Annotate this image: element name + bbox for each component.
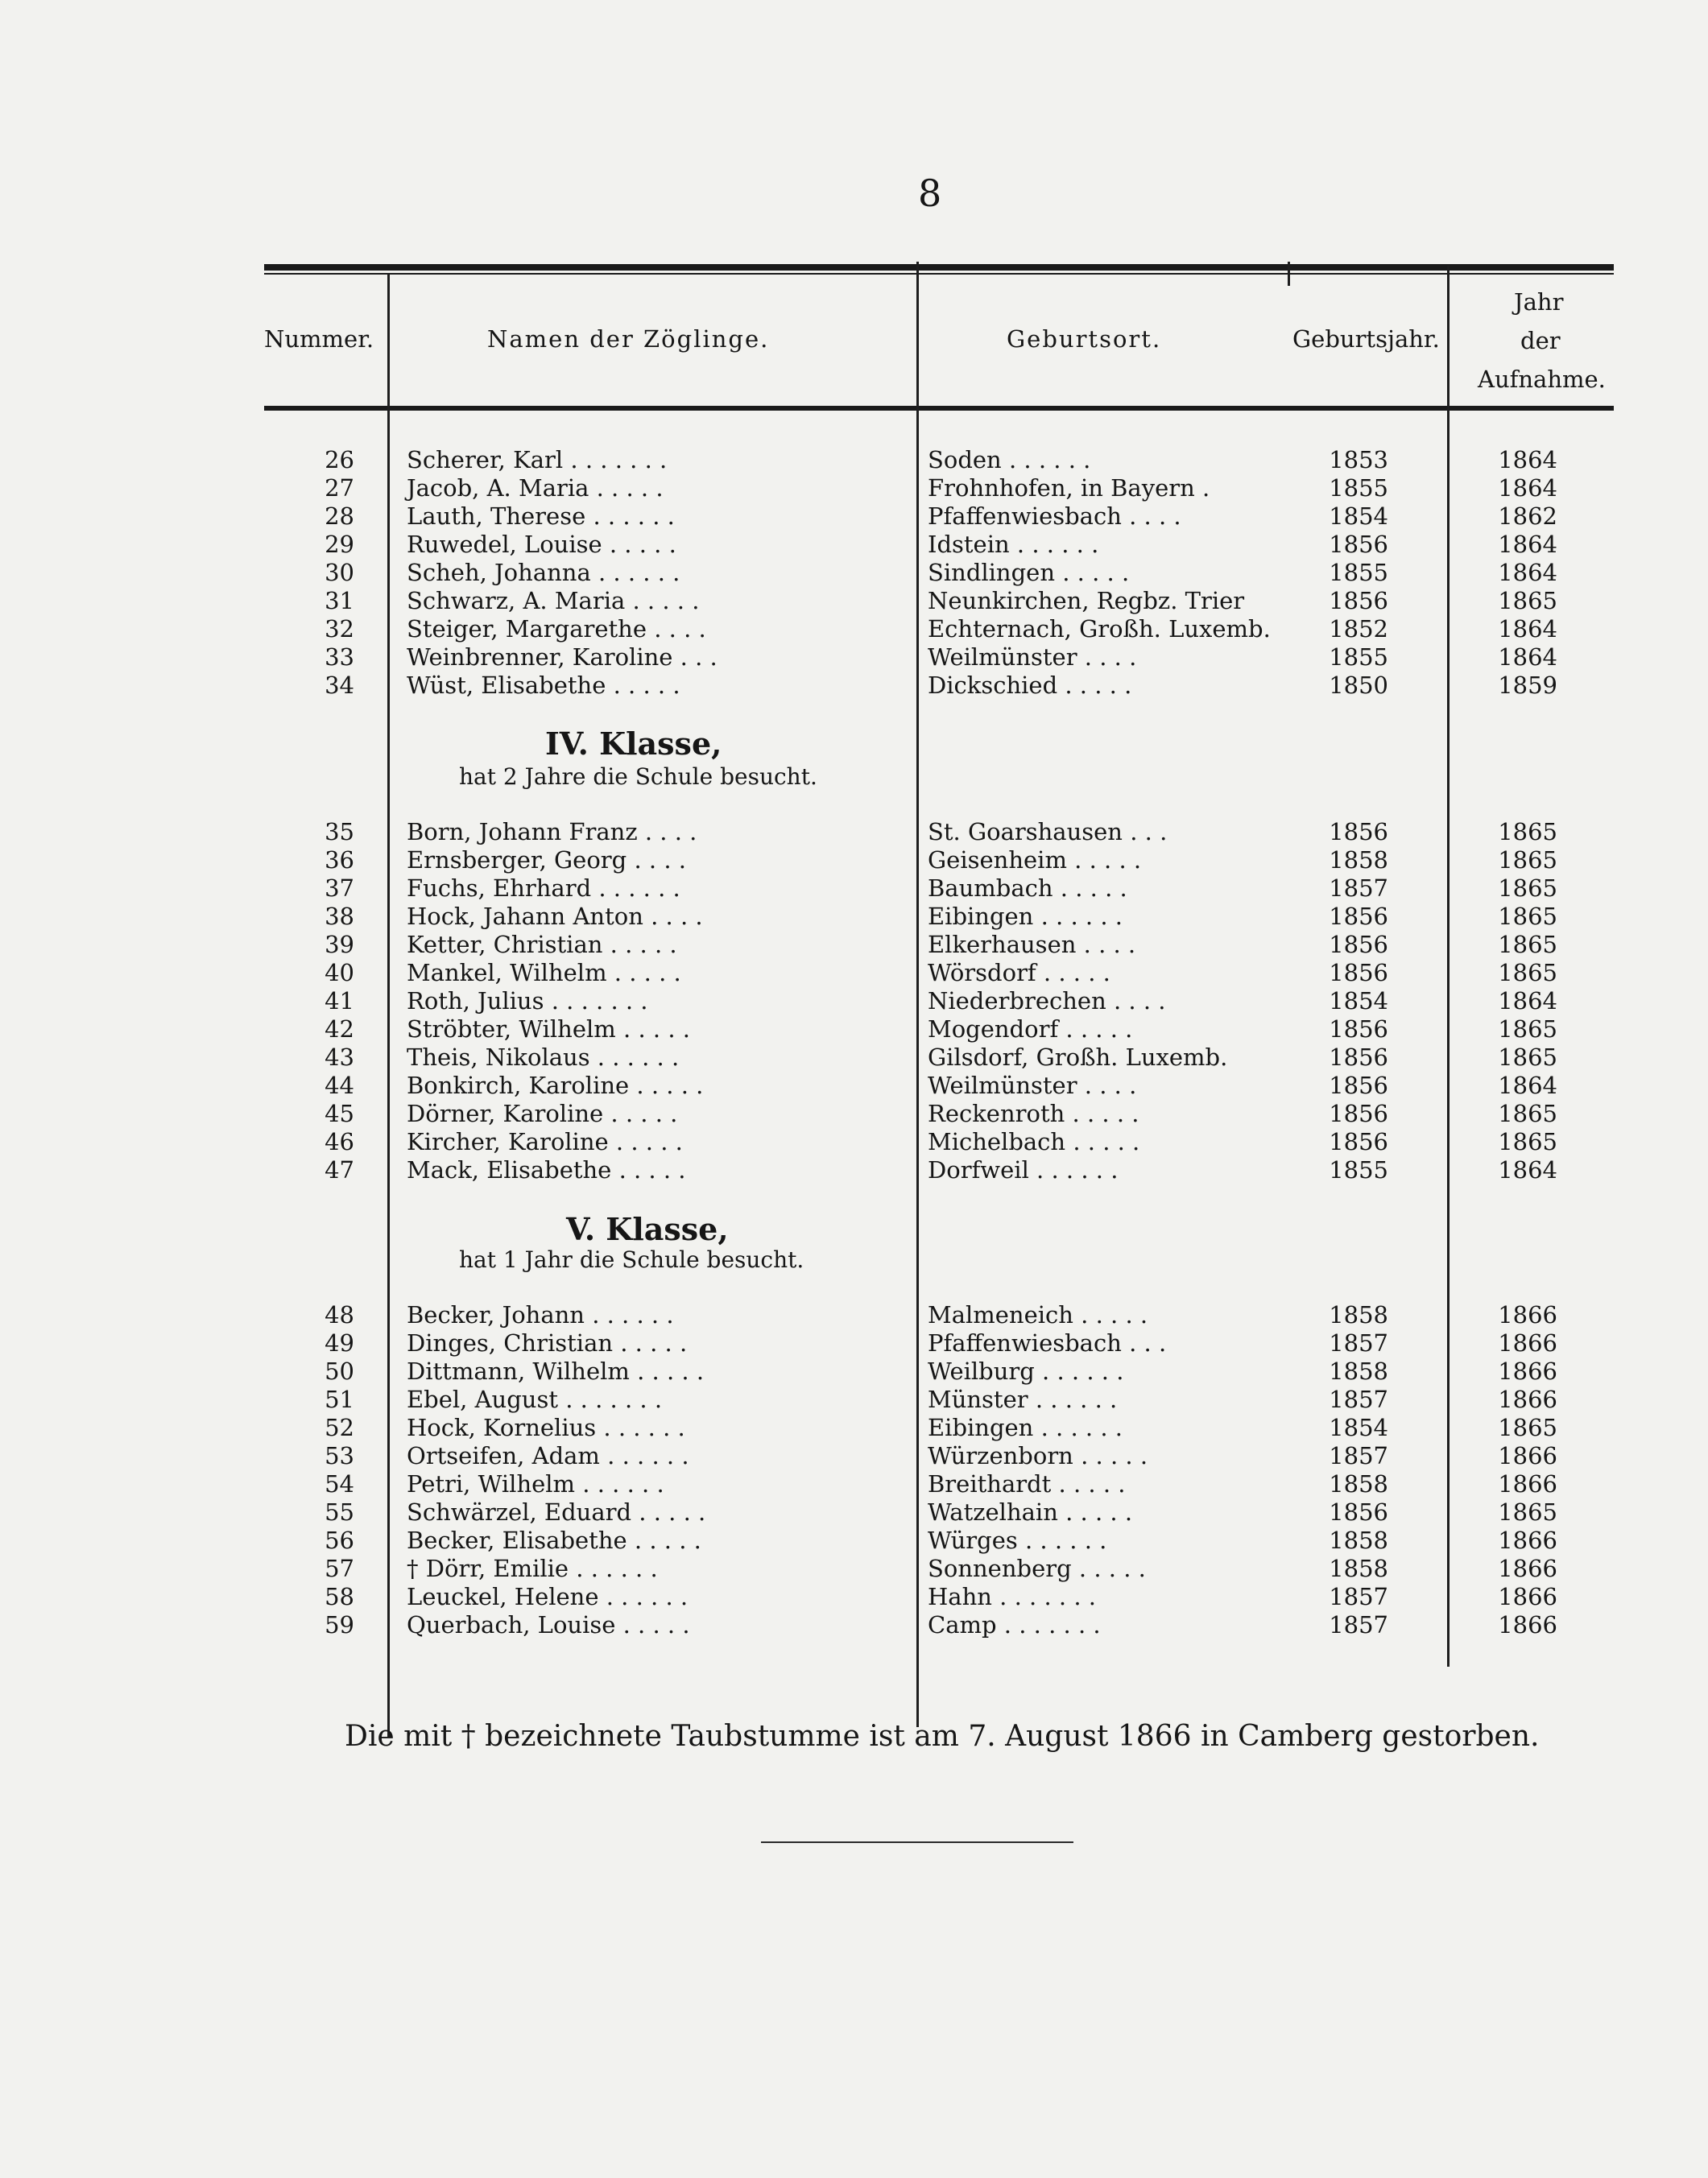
header-namen: Namen der Zöglinge. (487, 325, 770, 353)
table-row: 48 Becker, Johann . . . . . . Malmeneich . . . . . 1858 1866 (325, 1301, 1557, 1329)
header-jahr: Jahr (1514, 288, 1564, 316)
header-geburtsjahr: Geburtsjahr. (1292, 325, 1440, 353)
table-row: 32 Steiger, Margarethe . . . . Echternach, Großh. Luxemb. 1852 1864 (325, 615, 1557, 643)
table-row: 33 Weinbrenner, Karoline . . . Weilmünster . . . . 1855 1864 (325, 643, 1557, 671)
table-row: 57 † Dörr, Emilie . . . . . . Sonnenberg . . . . . 1858 1866 (325, 1555, 1557, 1582)
table-row: 40 Mankel, Wilhelm . . . . . Wörsdorf . . . . . 1856 1865 (325, 959, 1557, 986)
klasse-v-subtitle: hat 1 Jahr die Schule besucht. (459, 1246, 804, 1273)
footnote: Die mit † bezeichnete Taubstumme ist am 7. August 1866 in Camberg gestorben. (345, 1720, 1540, 1753)
table-row: 52 Hock, Kornelius . . . . . . Eibingen . . . . . . 1854 1865 (325, 1414, 1557, 1441)
table-row: 53 Ortseifen, Adam . . . . . . Würzenborn . . . . . 1857 1866 (325, 1442, 1557, 1469)
header-geburtsort: Geburtsort. (1007, 325, 1162, 353)
table-row: 42 Ströbter, Wilhelm . . . . . Mogendorf . . . . . 1856 1865 (325, 1015, 1557, 1043)
page-number: 8 (918, 172, 942, 215)
table-row: 38 Hock, Jahann Anton . . . . Eibingen . . . . . . 1856 1865 (325, 903, 1557, 930)
header-top-rule (264, 264, 1614, 271)
header-nummer: Nummer. (264, 325, 374, 353)
table-row: 55 Schwärzel, Eduard . . . . . Watzelhain . . . . . 1856 1865 (325, 1498, 1557, 1526)
table-row: 43 Theis, Nikolaus . . . . . . Gilsdorf, Großh. Luxemb. 1856 1865 (325, 1044, 1557, 1071)
table-row: 30 Scheh, Johanna . . . . . . Sindlingen . . . . . 1855 1864 (325, 559, 1557, 586)
klasse-iv-title: IV. Klasse, (545, 725, 722, 762)
table-row: 39 Ketter, Christian . . . . . Elkerhausen . . . . 1856 1865 (325, 931, 1557, 958)
table-row: 51 Ebel, August . . . . . . . Münster . . . . . . 1857 1866 (325, 1386, 1557, 1413)
table-row: 47 Mack, Elisabethe . . . . . Dorfweil . . . . . . 1855 1864 (325, 1156, 1557, 1184)
table-row: 45 Dörner, Karoline . . . . . Reckenroth . . . . . 1856 1865 (325, 1100, 1557, 1127)
table-row: 49 Dinges, Christian . . . . . Pfaffenwiesbach . . . 1857 1866 (325, 1329, 1557, 1357)
column-divider-place (1288, 262, 1290, 286)
table-row: 28 Lauth, Therese . . . . . . Pfaffenwiesbach . . . . 1854 1862 (325, 502, 1557, 530)
header-top-rule-thin (264, 273, 1614, 275)
table-row: 59 Querbach, Louise . . . . . Camp . . . . . . . 1857 1866 (325, 1611, 1557, 1639)
table-row: 50 Dittmann, Wilhelm . . . . . Weilburg . . . . . . 1858 1866 (325, 1358, 1557, 1385)
table-row: 41 Roth, Julius . . . . . . . Niederbrechen . . . . 1854 1864 (325, 987, 1557, 1015)
table-row: 31 Schwarz, A. Maria . . . . . Neunkirchen, Regbz. Trier 1856 1865 (325, 587, 1557, 614)
table-row: 44 Bonkirch, Karoline . . . . . Weilmünster . . . . 1856 1864 (325, 1072, 1557, 1099)
table-row: 36 Ernsberger, Georg . . . . Geisenheim . . . . . 1858 1865 (325, 846, 1557, 874)
table-row: 58 Leuckel, Helene . . . . . . Hahn . . . . . . . 1857 1866 (325, 1583, 1557, 1610)
klasse-iv-subtitle: hat 2 Jahre die Schule besucht. (459, 763, 817, 790)
table-row: 27 Jacob, A. Maria . . . . . Frohnhofen, in Bayern . 1855 1864 (325, 474, 1557, 502)
closing-rule (761, 1841, 1073, 1843)
table-row: 46 Kircher, Karoline . . . . . Michelbach . . . . . 1856 1865 (325, 1128, 1557, 1155)
klasse-v-title: V. Klasse, (566, 1211, 729, 1247)
header-aufnahme: Aufnahme. (1478, 366, 1606, 393)
table-row: 37 Fuchs, Ehrhard . . . . . . Baumbach . . . . . 1857 1865 (325, 874, 1557, 902)
header-bottom-rule (264, 406, 1614, 411)
table-row: 54 Petri, Wilhelm . . . . . . Breithardt . . . . . 1858 1866 (325, 1470, 1557, 1498)
table-row: 35 Born, Johann Franz . . . . St. Goarshausen . . . 1856 1865 (325, 818, 1557, 845)
table-row: 26 Scherer, Karl . . . . . . . Soden . . . . . . 1853 1864 (325, 446, 1557, 473)
table-row: 34 Wüst, Elisabethe . . . . . Dickschied . . . . . 1850 1859 (325, 672, 1557, 699)
header-der: der (1520, 327, 1561, 354)
table-row: 29 Ruwedel, Louise . . . . . Idstein . . . . . . 1856 1864 (325, 531, 1557, 558)
table-row: 56 Becker, Elisabethe . . . . . Würges . . . . . . 1858 1866 (325, 1527, 1557, 1554)
